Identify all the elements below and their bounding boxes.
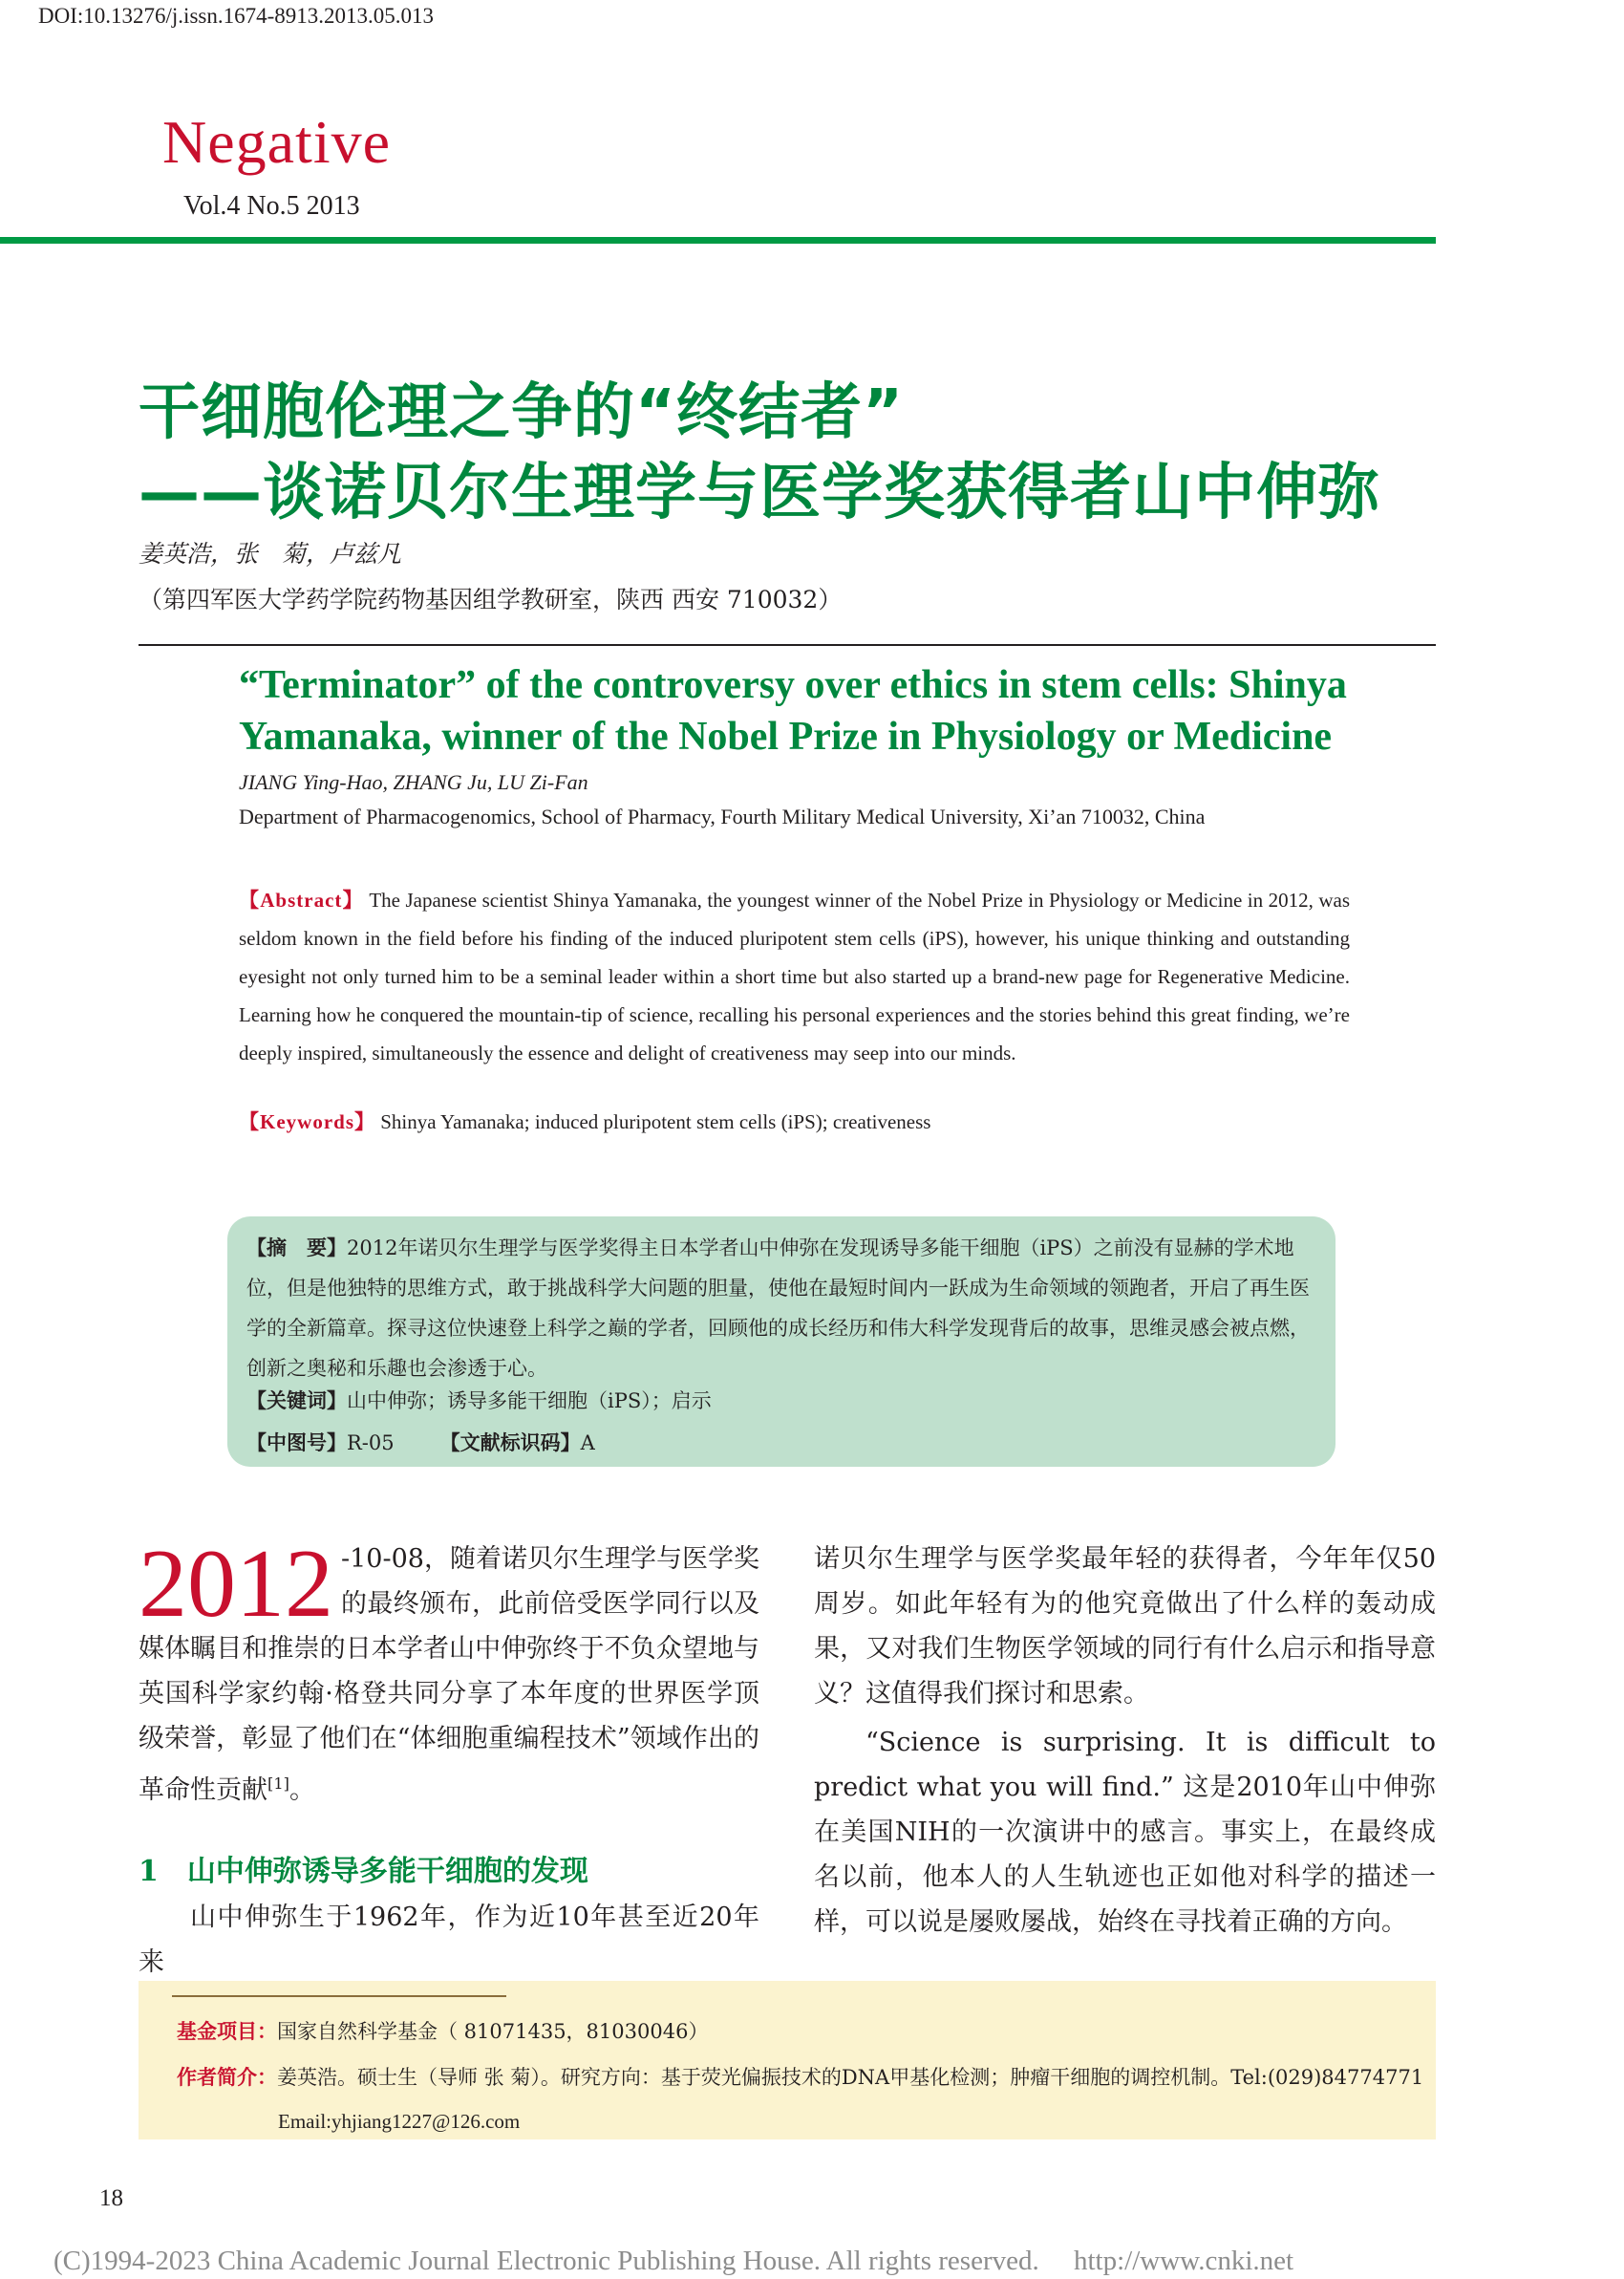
title-cn-line2: ——谈诺贝尔生理学与医学奖获得者山中伸弥 xyxy=(139,458,1380,528)
authors-cn: 姜英浩，张 菊，卢兹凡 xyxy=(139,540,402,568)
bio-label: 作者简介： xyxy=(177,2066,277,2089)
footnote-rule xyxy=(172,1995,506,1997)
page-number: 18 xyxy=(99,2185,123,2211)
body-right-para2: “Science is surprising. It is difficult to predict what you will find.” 这是2010年山中伸弥在美国NIH的一次演讲中的感言。事实上，在最终成名以前，他本人的人生轨迹也正如他对科学的描述一样，可以说是屡败屡战，始终在寻找着正确的方向。 xyxy=(814,1728,1436,1937)
doc-code-label: 【文献标识码】 xyxy=(439,1431,581,1454)
title-rule xyxy=(139,644,1436,646)
fund-text: 国家自然科学基金（ 81071435，81030046） xyxy=(277,2020,709,2043)
title-cn-line1: 干细胞伦理之争的“终结者” xyxy=(139,377,905,448)
keywords-en xyxy=(239,1107,930,1135)
keywords-en-text: Shinya Yamanaka; induced pluripotent stem cells (iPS); creativeness xyxy=(380,1110,931,1133)
abstract-en-label: 【Abstract】 xyxy=(239,889,364,912)
header-green-bar xyxy=(0,237,1436,244)
affiliation-cn: （第四军医大学药学院药物基因组学教研室，陕西 西安 710032） xyxy=(139,586,843,613)
keywords-cn-text: 山中伸弥；诱导多能干细胞（iPS）；启示 xyxy=(347,1389,712,1412)
body-right-para1: 诺贝尔生理学与医学奖最年轻的获得者，今年年仅50周岁。如此年轻有为的他究竟做出了什么样的轰动成果，又对我们生物医学领域的同行有什么启示和指导意义？这值得我们探讨和思索。 xyxy=(814,1544,1436,1709)
classification-cn xyxy=(246,1428,595,1456)
body-right-column xyxy=(814,1537,1436,1945)
body-para1-text: -10-08，随着诺贝尔生理学与医学奖的最终颁布，此前倍受医学同行以及媒体瞩目和推崇的日本学者山中伸弥终于不负众望地与英国科学家约翰·格登共同分享了本年度的世界医学顶级荣誉，彰显了他们在“体细胞重编程技术”领域作出的革命性贡献 xyxy=(139,1544,759,1805)
fund-label: 基金项目： xyxy=(177,2020,277,2043)
abstract-cn-label: 【摘 要】 xyxy=(246,1236,347,1259)
bio-text: 姜英浩。硕士生（导师 张 菊）。研究方向：基于荧光偏振技术的DNA甲基化检测；肿瘤干细胞的调控机制。Tel:(029)84774771 xyxy=(277,2066,1424,2089)
keywords-cn xyxy=(246,1386,712,1414)
abstract-en-text: The Japanese scientist Shinya Yamanaka, the youngest winner of the Nobel Prize in Physiology or Medicine in 2012, was seldom known in the field before his finding of the induced pluripotent stem cells (iPS), however, his unique thinking and outstanding eyesight not only turned him to be a seminal leader within a short time but also started up a brand-new page for Regenerative Medicine. Learning how he conquered the mountain-tip of science, recalling his personal experiences and the stories behind this great finding, we’re deeply inspired, simultaneously the essence and delight of creativeness may seep into our minds. xyxy=(239,889,1351,1064)
section1-heading: 1 山中伸弥诱导多能干细胞的发现 xyxy=(139,1855,588,1888)
doi-text: DOI:10.13276/j.issn.1674-8913.2013.05.013 xyxy=(38,4,434,28)
abstract-cn xyxy=(246,1228,1316,1388)
clc-value: R-05 xyxy=(347,1431,395,1454)
keywords-cn-label: 【关键词】 xyxy=(246,1389,347,1412)
section1-para: 山中伸弥生于1962年，作为近10年甚至近20年来 xyxy=(139,1903,759,1977)
fund-line xyxy=(177,2016,708,2045)
affiliation-en: Department of Pharmacogenomics, School of Pharmacy, Fourth Military Medical University, Xi’an 710032, China xyxy=(239,805,1206,828)
doc-code-value: A xyxy=(580,1431,595,1454)
authors-en: JIANG Ying-Hao, ZHANG Ju, LU Zi-Fan xyxy=(239,770,588,794)
copyright-footer: (C)1994-2023 China Academic Journal Electronic Publishing House. All rights reserved. http://www.cnki.net xyxy=(53,2246,1294,2276)
volume-issue: Vol.4 No.5 2013 xyxy=(183,191,360,221)
abstract-cn-text: 2012年诺贝尔生理学与医学奖得主日本学者山中伸弥在发现诱导多能干细胞（iPS）之前没有显赫的学术地位，但是他独特的思维方式，敢于挑战科学大问题的胆量，使他在最短时间内一跃成为生命领域的领跑者，开启了再生医学的全新篇章。探寻这位快速登上科学之巅的学者，回顾他的成长经历和伟大科学发现背后的故事，思维灵感会被点燃，创新之奥秘和乐趣也会渗透于心。 xyxy=(246,1236,1310,1380)
abstract-en xyxy=(239,881,1350,1072)
ref-1[interactable]: [1] xyxy=(267,1774,289,1793)
body-left-para1 xyxy=(139,1530,759,1813)
title-en: “Terminator” of the controversy over ethics in stem cells: Shinya Yamanaka, winner of the Nobel Prize in Physiology or Medicine xyxy=(239,663,1347,759)
keywords-en-label: 【Keywords】 xyxy=(239,1110,375,1133)
body-para1-end: 。 xyxy=(288,1775,315,1805)
dropcap-year: 2012 xyxy=(139,1530,333,1638)
clc-label: 【中图号】 xyxy=(246,1431,347,1454)
bio-line xyxy=(177,2062,1423,2091)
email-text[interactable]: Email:yhjiang1227@126.com xyxy=(278,2110,521,2133)
journal-name: Negative xyxy=(162,108,391,176)
